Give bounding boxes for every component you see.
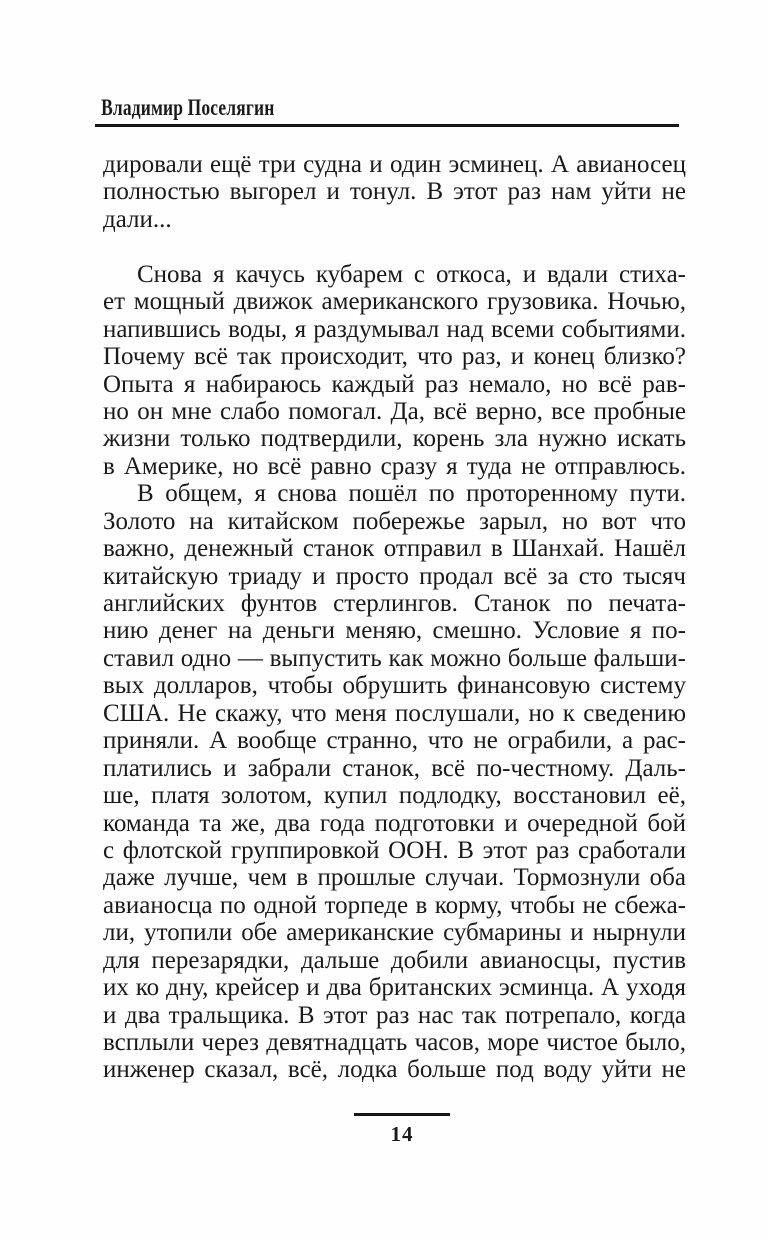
text-line: английских фунтов стерлингов. Станок по печата- — [103, 590, 686, 617]
text-line: приняли. А вообще странно, что не ограбили, а рас- — [103, 727, 686, 755]
text-line: ли, утопили обе американские субмарины и нырнули — [103, 919, 686, 947]
page-header — [95, 96, 679, 127]
text-line: нию денег на деньги меняю, смешно. Условие я по- — [103, 617, 686, 645]
text-line: в Америке, но всё равно сразу я туда не отправлюсь. — [103, 452, 686, 480]
text-line: платились и забрали станок, всё по-честному. Даль- — [103, 754, 686, 782]
text-line: дировали ещё три судна и один эсминец. А авианосец — [103, 151, 686, 178]
body-text — [103, 151, 686, 1084]
text-line: США. Не скажу, что меня послушали, но к сведению — [103, 699, 686, 727]
text-line: для перезарядки, дальше добили авианосцы, пустив — [103, 946, 686, 974]
text-line: но он мне слабо помогал. Да, всё верно, все пробные — [103, 397, 686, 425]
text-line: дали... — [103, 205, 172, 233]
text-line: ше, платя золотом, купил подлодку, восстановил её, — [103, 782, 686, 810]
text-line: Почему всё так происходит, что раз, и конец близко? — [103, 343, 686, 371]
text-line: китайскую триаду и просто продал всё за сто тысяч — [103, 562, 686, 590]
text-line: команда та же, два года подготовки и очередной бой — [103, 809, 686, 837]
page-footer — [306, 1113, 498, 1145]
footer-rule — [354, 1113, 450, 1116]
text-line: полностью выгорел и тонул. В этот раз нам уйти не — [103, 178, 686, 206]
text-line: вых долларов, чтобы обрушить финансовую систему — [103, 672, 686, 700]
text-line: Снова я качусь кубарем с откоса, и вдали стиха- — [137, 260, 686, 288]
text-line: с флотской группировкой ООН. В этот раз сработали — [103, 836, 686, 864]
text-line: всплыли через девятнадцать часов, море чистое было, — [103, 1029, 686, 1056]
page-number: 14 — [390, 1122, 414, 1146]
text-line: В общем, я снова пошёл по проторенному пути. — [137, 480, 686, 508]
author-name: Владимир Поселягин — [101, 95, 275, 120]
text-line: даже лучше, чем в прошлые случаи. Тормознули оба — [103, 864, 686, 892]
text-line: Опыта я набираюсь каждый раз немало, но всё рав- — [103, 370, 686, 398]
text-line: напившись воды, я раздумывал над всеми событиями. — [103, 315, 686, 343]
text-line: ставил одно — выпустить как можно больше фальши- — [103, 644, 686, 672]
text-line: Золото на китайском побережье зарыл, но вот что — [103, 507, 686, 535]
text-line: их ко дну, крейсер и два британских эсминца. А уходя — [103, 974, 686, 1002]
text-line: ет мощный движок американского грузовика. Ночью, — [103, 288, 686, 316]
text-line: инженер сказал, всё, лодка больше под воду уйти не — [103, 1056, 686, 1084]
text-line: авианосца по одной торпеде в корму, чтобы не сбежа- — [103, 891, 686, 919]
text-line: важно, денежный станок отправил в Шанхай. Нашёл — [103, 535, 686, 563]
text-line: и два тральщика. В этот раз нас так потрепало, когда — [103, 1001, 686, 1029]
text-line: жизни только подтвердили, корень зла нужно искать — [103, 425, 686, 453]
